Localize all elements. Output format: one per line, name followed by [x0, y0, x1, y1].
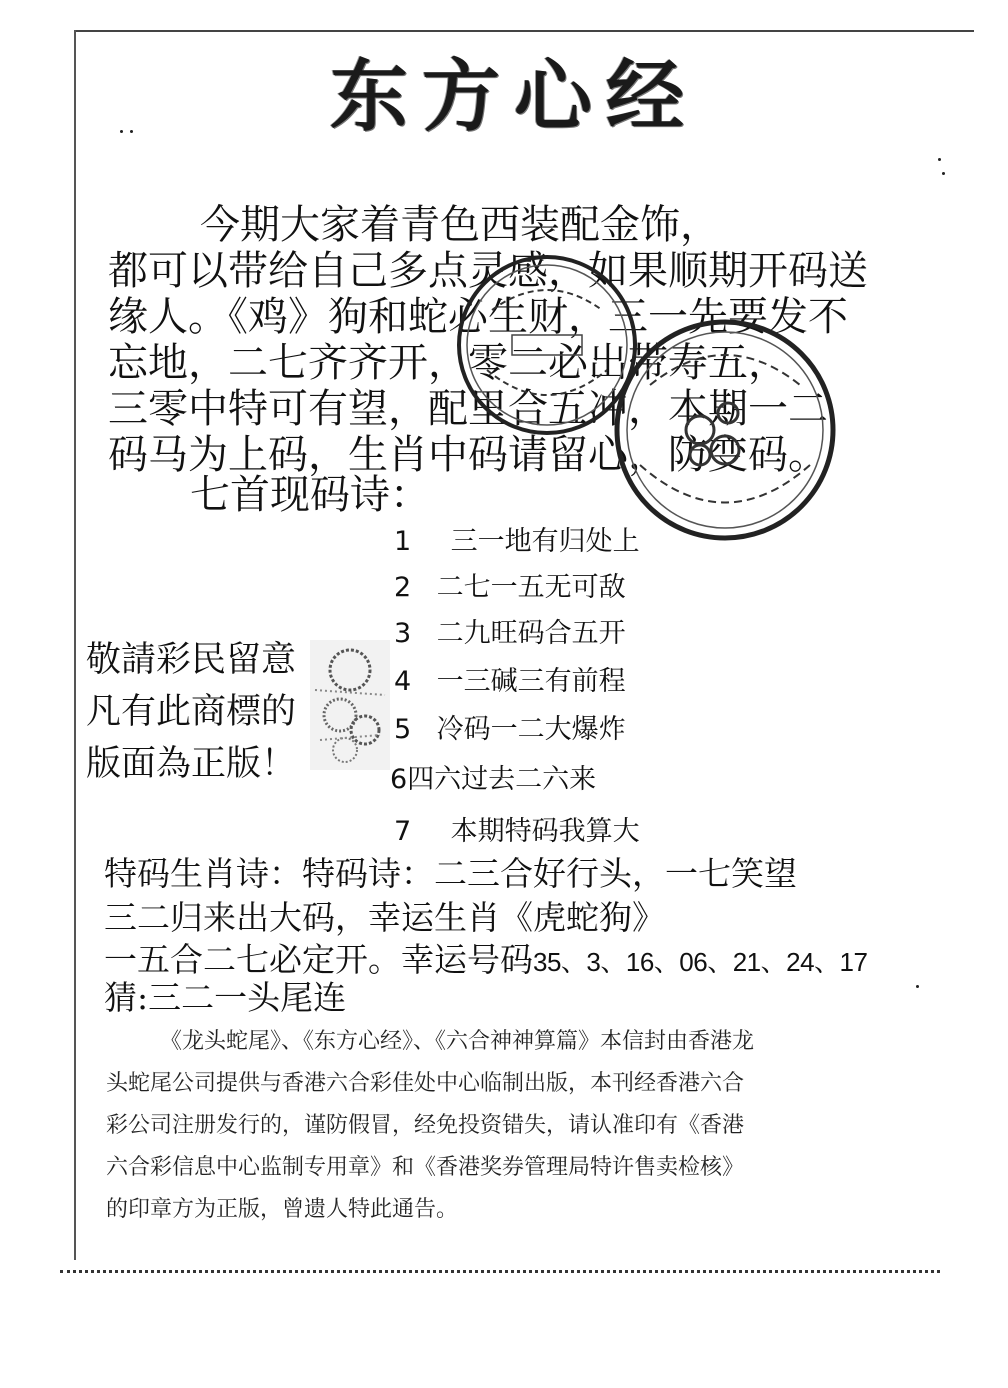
paragraph-line: 今期大家着青色西装配金饰， — [200, 202, 720, 248]
poems-heading: 七首现码诗： — [190, 472, 430, 518]
footer-line: 的印章方为正版，曾遗人特此通告。 — [106, 1197, 459, 1222]
poem-number: 7 — [394, 816, 412, 847]
poem-text: 一三碱三有前程 — [436, 666, 626, 697]
notice-line: 版面為正版！ — [86, 744, 297, 784]
paragraph-line: 都可以带给自己多点灵感，如果顺期开码送 — [108, 248, 868, 294]
special-line: 三二归来出大码，幸运生肖《虎蛇狗》 — [104, 898, 665, 937]
poem-text: 二七一五无可敌 — [436, 572, 626, 603]
poem-number: 6 — [390, 764, 408, 795]
poem-text: 四六过去二六来 — [407, 764, 597, 795]
frame-top-border — [74, 30, 974, 32]
poem-line — [394, 522, 640, 562]
poem-number: 5 — [394, 714, 412, 745]
speck — [942, 172, 945, 175]
notice-line: 凡有此商標的 — [86, 692, 297, 732]
paragraph-line: 码马为上码，生肖中码请留心，防变码。 — [108, 432, 828, 478]
poem-text: 本期特码我算大 — [450, 816, 640, 847]
paragraph-line: 三零中特可有望，配里合五冲，本期一二 — [108, 386, 828, 432]
lucky-numbers: 35、3、16、06、21、24、17 — [533, 947, 868, 977]
poem-line — [394, 812, 640, 852]
footer-line: 彩公司注册发行的，谨防假冒，经免投资错失，请认准印有《香港 — [106, 1113, 745, 1138]
poem-line — [394, 710, 626, 750]
speck — [916, 985, 919, 988]
poem-line — [390, 760, 596, 800]
footer-line: 头蛇尾公司提供与香港六合彩佳处中心临制出版，本刊经香港六合 — [106, 1071, 745, 1096]
poem-number: 2 — [394, 572, 412, 603]
special-line: 特码生肖诗：特码诗：二三合好行头，一七笑望 — [104, 854, 797, 893]
poem-text: 三一地有归处上 — [450, 526, 640, 557]
speck — [120, 130, 123, 133]
frame-left-border — [74, 30, 76, 1260]
notice-line: 敬請彩民留意 — [86, 640, 297, 680]
poem-number: 3 — [394, 618, 412, 649]
footer-line: 六合彩信息中心监制专用章》和《香港奖券管理局特许售卖检核》 — [106, 1155, 745, 1180]
poem-number: 1 — [394, 526, 412, 557]
trademark-notice — [86, 634, 296, 790]
paragraph-line: 缘人。《鸡》狗和蛇必生财，三一先要发不 — [108, 294, 848, 340]
poem-line — [394, 568, 626, 608]
poem-number: 4 — [394, 666, 412, 697]
special-line: 猜:三二一头尾连 — [104, 978, 347, 1017]
frame-bottom-border — [60, 1270, 940, 1273]
poem-line — [394, 662, 626, 702]
footer-line: 《龙头蛇尾》、《东方心经》、《六合神神算篇》本信封由香港龙 — [160, 1029, 755, 1054]
poem-text: 二九旺码合五开 — [436, 618, 626, 649]
poem-text: 冷码一二大爆炸 — [436, 714, 626, 745]
special-line-text: 一五合二七必定开。幸运号码 — [104, 940, 533, 979]
paragraph-line: 忘地，二七齐齐开，零二必出带寿五， — [108, 340, 788, 386]
speck — [938, 158, 941, 161]
document-title: 东方心经 — [330, 51, 699, 142]
poem-line — [394, 614, 626, 654]
trademark-emblem-image — [310, 640, 390, 770]
speck — [130, 130, 133, 133]
